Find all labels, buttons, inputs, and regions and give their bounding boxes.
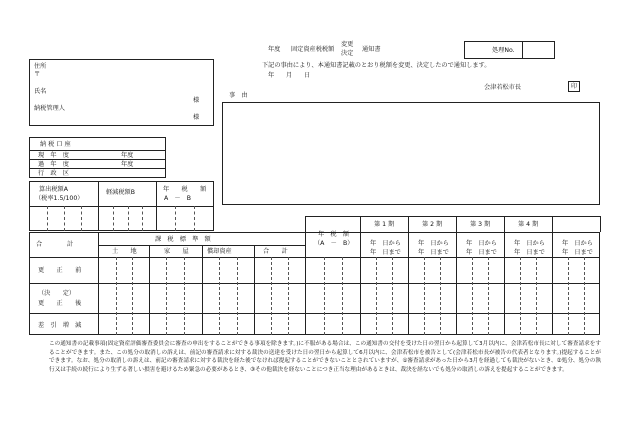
period-2-to: 年 日まで [418,249,449,256]
honorific-1: 様 [193,97,200,104]
period-1-to: 年 日まで [370,249,401,256]
period-2-label: 第 2 期 [422,221,443,228]
calc-a-label: 算出税額A [39,186,68,193]
past-year-value: 年度 [121,161,134,168]
reason-label: 事 由 [229,92,248,99]
row-decision-label: （決 定） [38,290,76,297]
account-label: 納 税 口 座 [40,141,71,148]
legal-notice: この通知書の記載事項(固定資産評価審査委員会に審査の申出をすることができる事項を除きます。)に不服がある場合は、この通知書の交付を受けた日の翌日から起算して3月以内に、会津若松市長に対して審査請求をすることができます。また、この処分の取消しの訴えは、前記の審査請求に対する裁決の送達を受けた日の翌日から起算して6月以内に、会津若松市を被告として(会津若松市長が被告の代表者となります。)提起することができます。なお、処分の取消しの訴えは、前記の審査請求に対する裁決を経た後でなければ提起することができないこととされていますが、①審査請求があった日から3月を経過しても裁決がないとき、②処分、処分の執行又は手続の続行により生ずる著しい損害を避けるため緊急の必要があるとき、③その他裁決を経ないことにつき正当な理由があるときは、裁決を経ないでも処分の取消しの訴えを提起することができます。 [49,341,601,373]
processing-number-field[interactable] [524,42,554,58]
form-title: 固定資産税税額 [291,46,335,53]
postal-mark: 〒 [34,71,41,78]
calc-c-label: 年 税 額 [163,186,207,193]
seal-mark: 印 [568,81,580,92]
period-3-to: 年 日まで [466,249,497,256]
date-year: 年 [268,72,275,79]
total-label: 合 計 [36,241,74,248]
date-day: 日 [304,72,311,79]
honorific-2: 様 [193,114,200,121]
calc-b-label: 軽減税額B [106,189,135,196]
date-month: 月 [286,72,293,79]
sub-header-total: 合 計 [263,248,288,255]
mayor-name: 会津若松市長 [484,84,522,91]
year-label: 年度 [268,46,281,53]
processing-number-label: 処理No. [492,47,515,54]
address-label: 住所 [34,63,47,70]
current-year-label: 現 年 度 [38,152,69,159]
calc-a-sub: （税率1.5/100） [35,195,84,202]
tax-manager-label: 納税管理人 [34,105,65,112]
calc-c-sub: A － B [164,195,192,202]
assessed-header: 課 税 標 準 額 [155,236,211,243]
change-label: 変更 [341,41,354,48]
decision-label: 決定 [341,50,354,57]
period-3-from: 年 日から [466,240,497,247]
annual-tax-sub: （A － B） [314,240,354,247]
sub-header-depreciable: 償却資産 [207,248,232,255]
period-5-from: 年 日から [562,240,593,247]
district-label: 行 政 区 [38,170,69,177]
period-3-label: 第 3 期 [470,221,491,228]
sub-header-land: 土 地 [112,248,137,255]
past-year-label: 過 年 度 [38,161,69,168]
address-box [29,59,214,126]
period-1-from: 年 日から [370,240,401,247]
row-after-correction: 更 正 後 [38,300,82,307]
period-5-to: 年 日まで [562,249,593,256]
reason-box[interactable] [222,102,600,205]
intro-text: 下記の事由により、本通知書記載のとおり税額を変更、決定したので通知します。 [262,62,491,69]
name-label: 氏名 [34,88,47,95]
period-1-label: 第 1 期 [374,221,395,228]
row-before-correction: 更 正 前 [38,267,82,274]
annual-tax-label: 年 税 額 [318,231,349,238]
notice-label: 通知書 [362,46,381,53]
period-4-to: 年 日まで [514,249,545,256]
period-4-from: 年 日から [514,240,545,247]
row-difference: 差 引 増 減 [38,322,82,329]
period-4-label: 第 4 期 [518,221,539,228]
sub-header-house: 家 屋 [164,248,189,255]
current-year-value: 年度 [121,152,134,159]
period-2-from: 年 日から [418,240,449,247]
